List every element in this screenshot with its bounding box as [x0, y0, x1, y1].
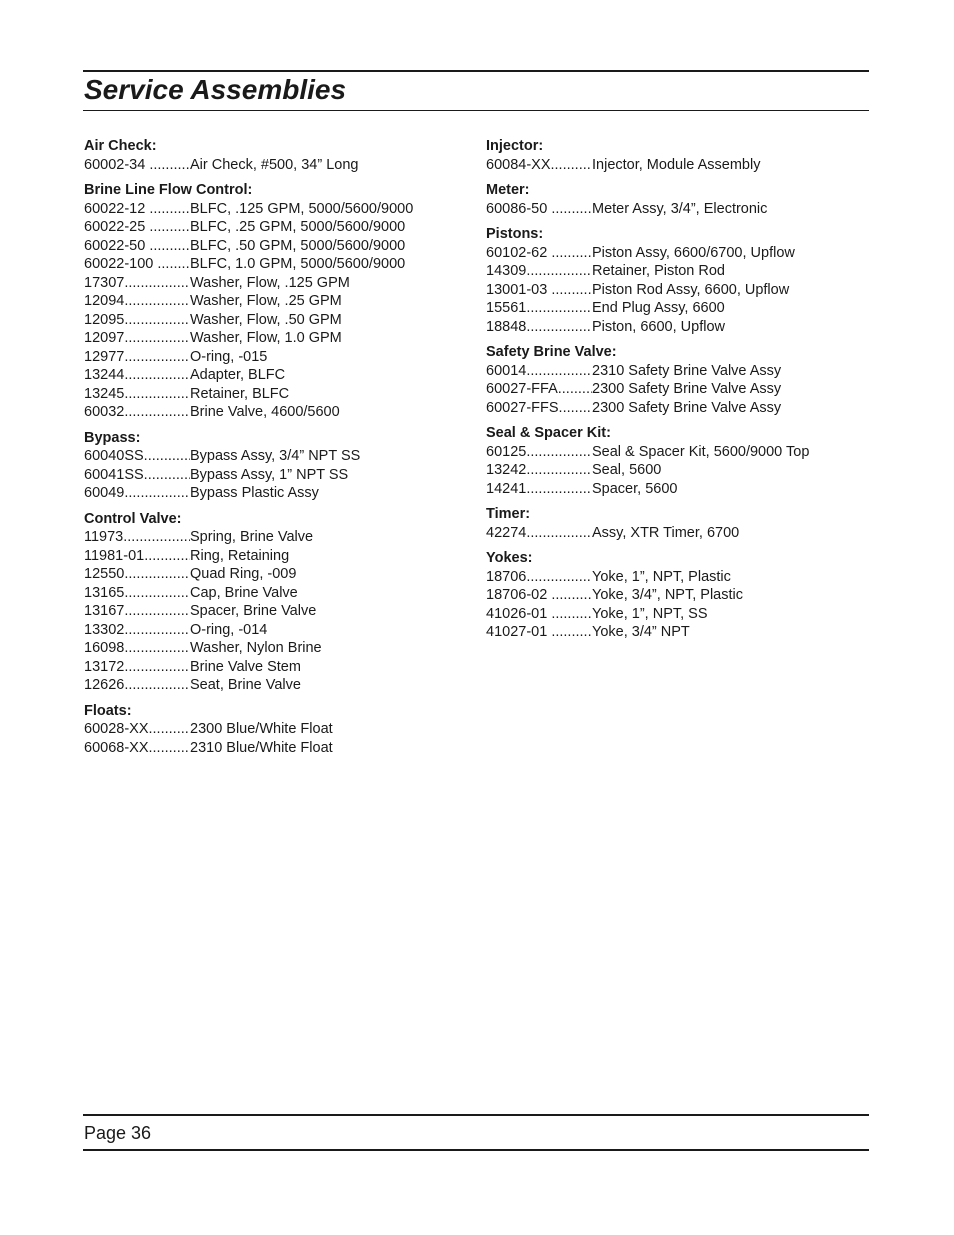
section-heading: Timer: — [486, 506, 531, 522]
part-number: 60102-62 ..... — [486, 244, 592, 263]
part-description: Spacer, Brine Valve — [190, 603, 317, 619]
part-number: 13001-03 ..... — [486, 281, 592, 300]
part-list-item — [84, 200, 474, 219]
parts-section — [84, 137, 474, 174]
part-description: Brine Valve Stem — [190, 658, 301, 675]
part-description: Piston Assy, 6600/6700, Upflow — [592, 244, 795, 261]
part-list-item — [486, 318, 876, 337]
part-description: Washer, Flow, .25 GPM — [190, 293, 342, 309]
part-description: Bypass Plastic Assy — [190, 485, 319, 501]
part-number: 13244 ..... — [84, 366, 190, 385]
part-description: Yoke, 1”, NPT, Plastic — [592, 568, 731, 585]
part-list-item — [486, 380, 876, 399]
part-list-item — [84, 639, 474, 658]
section-heading: Safety Brine Valve: — [486, 344, 617, 360]
part-number: 60028-XX ..... — [84, 720, 190, 739]
part-number: 13167 ..... — [84, 602, 190, 621]
part-description: Washer, Flow, 1.0 GPM — [190, 330, 342, 346]
part-description: Seal & Spacer Kit, 5600/9000 Top — [592, 443, 810, 460]
part-number: 60027-FFS ..... — [486, 399, 592, 418]
part-description: Yoke, 3/4”, NPT, Plastic — [592, 587, 743, 603]
part-list-item — [84, 218, 474, 237]
part-list-item — [84, 658, 474, 677]
part-description: Seat, Brine Valve — [190, 677, 301, 693]
part-list-item — [486, 623, 876, 642]
footer-top-rule — [83, 1114, 869, 1116]
part-description: 2310 Safety Brine Valve Assy — [592, 362, 782, 379]
part-number: 12094 ..... — [84, 292, 190, 311]
part-description: Retainer, BLFC — [190, 385, 290, 402]
part-list-item — [486, 586, 876, 605]
part-number: 60022-50 ..... — [84, 237, 190, 256]
section-heading: Control Valve: — [84, 510, 182, 527]
section-heading: Pistons: — [486, 226, 544, 242]
part-list-item — [84, 385, 474, 404]
part-list-item — [84, 348, 474, 367]
parts-section — [486, 343, 876, 417]
section-heading: Floats: — [84, 702, 132, 719]
part-number: 42274 ..... — [486, 524, 592, 543]
part-description: Piston Rod Assy, 6600, Upflow — [592, 281, 790, 298]
part-list-item — [84, 237, 474, 256]
part-list-item — [486, 299, 876, 318]
part-number: 13245 ..... — [84, 385, 190, 404]
parts-section — [486, 505, 876, 542]
part-description: O-ring, -015 — [190, 348, 268, 365]
part-description: Spacer, 5600 — [592, 480, 678, 497]
part-description: 2310 Blue/White Float — [190, 739, 333, 756]
part-description: Piston, 6600, Upflow — [592, 318, 725, 335]
header-bottom-rule — [83, 110, 869, 111]
part-description: Injector, Module Assembly — [592, 156, 761, 173]
part-number: 17307 ..... — [84, 274, 190, 293]
parts-section — [486, 137, 876, 174]
part-list-item — [84, 565, 474, 584]
part-number: 15561 ..... — [486, 299, 592, 318]
part-list-item — [84, 274, 474, 293]
part-list-item — [84, 739, 474, 758]
part-list-item — [84, 584, 474, 603]
part-description: Quad Ring, -009 — [190, 566, 297, 582]
part-list-item — [486, 399, 876, 418]
part-description: Bypass Assy, 1” NPT SS — [190, 466, 349, 483]
part-description: BLFC, .50 GPM, 5000/5600/9000 — [190, 237, 406, 254]
page-title: Service Assemblies — [84, 74, 347, 105]
part-number: 13172 ..... — [84, 658, 190, 677]
part-number: 14241 ..... — [486, 480, 592, 499]
part-description: Yoke, 1”, NPT, SS — [592, 605, 708, 622]
part-list-item — [84, 329, 474, 348]
part-number: 18706-02 ..... — [486, 586, 592, 605]
part-description: O-ring, -014 — [190, 621, 268, 638]
part-list-item — [486, 362, 876, 381]
part-list-item — [486, 605, 876, 624]
part-number: 11973 ..... — [84, 528, 190, 547]
part-number: 13302 ..... — [84, 621, 190, 640]
parts-section — [486, 549, 876, 642]
part-description: Adapter, BLFC — [190, 367, 286, 383]
part-list-item — [486, 262, 876, 281]
part-list-item — [84, 484, 474, 503]
part-description: 2300 Safety Brine Valve Assy — [592, 381, 782, 397]
part-description: BLFC, .25 GPM, 5000/5600/9000 — [190, 219, 406, 235]
part-number: 13165 ..... — [84, 584, 190, 603]
part-list-item — [84, 547, 474, 566]
part-number: 13242 ..... — [486, 461, 592, 480]
part-number: 12097 ..... — [84, 329, 190, 348]
footer-bottom-rule — [83, 1149, 869, 1151]
part-list-item — [84, 255, 474, 274]
part-description: Spring, Brine Valve — [190, 529, 314, 545]
part-number: 18706 ..... — [486, 568, 592, 587]
parts-section — [84, 510, 474, 695]
parts-section — [84, 702, 474, 758]
part-description: 2300 Blue/White Float — [190, 721, 333, 737]
part-description: Assy, XTR Timer, 6700 — [592, 524, 740, 541]
part-number: 60084-XX ..... — [486, 156, 592, 175]
part-list-item — [486, 156, 876, 175]
part-number: 41026-01 ..... — [486, 605, 592, 624]
part-list-item — [486, 200, 876, 219]
part-description: Retainer, Piston Rod — [592, 263, 725, 279]
part-number: 12626 ..... — [84, 676, 190, 695]
part-number: 16098 ..... — [84, 639, 190, 658]
part-number: 60022-12 ..... — [84, 200, 190, 219]
part-number: 60032 ..... — [84, 403, 190, 422]
part-number: 12977 ..... — [84, 348, 190, 367]
part-list-item — [486, 443, 876, 462]
part-description: BLFC, .125 GPM, 5000/5600/9000 — [190, 200, 414, 217]
part-description: Yoke, 3/4” NPT — [592, 624, 690, 640]
section-heading: Air Check: — [84, 138, 157, 154]
part-number: 60014 ..... — [486, 362, 592, 381]
part-number: 12550 ..... — [84, 565, 190, 584]
section-heading: Seal & Spacer Kit: — [486, 425, 611, 441]
parts-section — [486, 181, 876, 218]
part-list-item — [486, 461, 876, 480]
part-number: 60027-FFA ..... — [486, 380, 592, 399]
part-description: Washer, Nylon Brine — [190, 640, 322, 656]
part-description: BLFC, 1.0 GPM, 5000/5600/9000 — [190, 256, 406, 272]
part-number: 18848 ..... — [486, 318, 592, 337]
right-parts-column — [486, 137, 876, 642]
part-list-item — [84, 156, 474, 175]
section-heading: Brine Line Flow Control: — [84, 182, 253, 198]
part-number: 60002-34 ..... — [84, 156, 190, 175]
part-number: 60086-50 ..... — [486, 200, 592, 219]
section-heading: Injector: — [486, 138, 544, 154]
part-list-item — [486, 244, 876, 263]
part-number: 11981-01 ..... — [84, 547, 190, 566]
part-list-item — [486, 281, 876, 300]
part-description: End Plug Assy, 6600 — [592, 300, 725, 316]
part-list-item — [84, 292, 474, 311]
section-heading: Yokes: — [486, 550, 533, 566]
part-description: Bypass Assy, 3/4” NPT SS — [190, 448, 361, 464]
part-list-item — [486, 568, 876, 587]
part-description: Brine Valve, 4600/5600 — [190, 404, 340, 420]
part-list-item — [84, 311, 474, 330]
part-number: 60022-100 ..... — [84, 255, 190, 274]
part-description: Air Check, #500, 34” Long — [190, 156, 359, 173]
parts-section — [486, 424, 876, 498]
part-description: Washer, Flow, .50 GPM — [190, 311, 342, 328]
part-description: Washer, Flow, .125 GPM — [190, 274, 350, 291]
part-list-item — [84, 447, 474, 466]
part-list-item — [84, 403, 474, 422]
part-number: 60049 ..... — [84, 484, 190, 503]
part-number: 60068-XX ..... — [84, 739, 190, 758]
part-description: Ring, Retaining — [190, 547, 290, 564]
part-list-item — [84, 621, 474, 640]
section-heading: Bypass: — [84, 429, 141, 446]
part-list-item — [84, 602, 474, 621]
parts-section — [84, 429, 474, 503]
part-number: 60040SS ..... — [84, 447, 190, 466]
part-description: Meter Assy, 3/4”, Electronic — [592, 200, 768, 217]
part-description: Cap, Brine Valve — [190, 584, 298, 601]
part-number: 14309 ..... — [486, 262, 592, 281]
part-number: 60022-25 ..... — [84, 218, 190, 237]
part-number: 12095 ..... — [84, 311, 190, 330]
part-description: 2300 Safety Brine Valve Assy — [592, 399, 782, 416]
part-list-item — [84, 720, 474, 739]
part-number: 60125 ..... — [486, 443, 592, 462]
part-list-item — [84, 466, 474, 485]
part-list-item — [84, 528, 474, 547]
part-number: 60041SS ..... — [84, 466, 190, 485]
part-description: Seal, 5600 — [592, 462, 662, 478]
page-number: Page 36 — [84, 1123, 152, 1143]
part-number: 41027-01 ..... — [486, 623, 592, 642]
parts-section — [486, 225, 876, 336]
section-heading: Meter: — [486, 182, 530, 198]
part-list-item — [84, 676, 474, 695]
part-list-item — [84, 366, 474, 385]
left-parts-column — [84, 137, 474, 757]
parts-section — [84, 181, 474, 422]
part-list-item — [486, 480, 876, 499]
part-list-item — [486, 524, 876, 543]
